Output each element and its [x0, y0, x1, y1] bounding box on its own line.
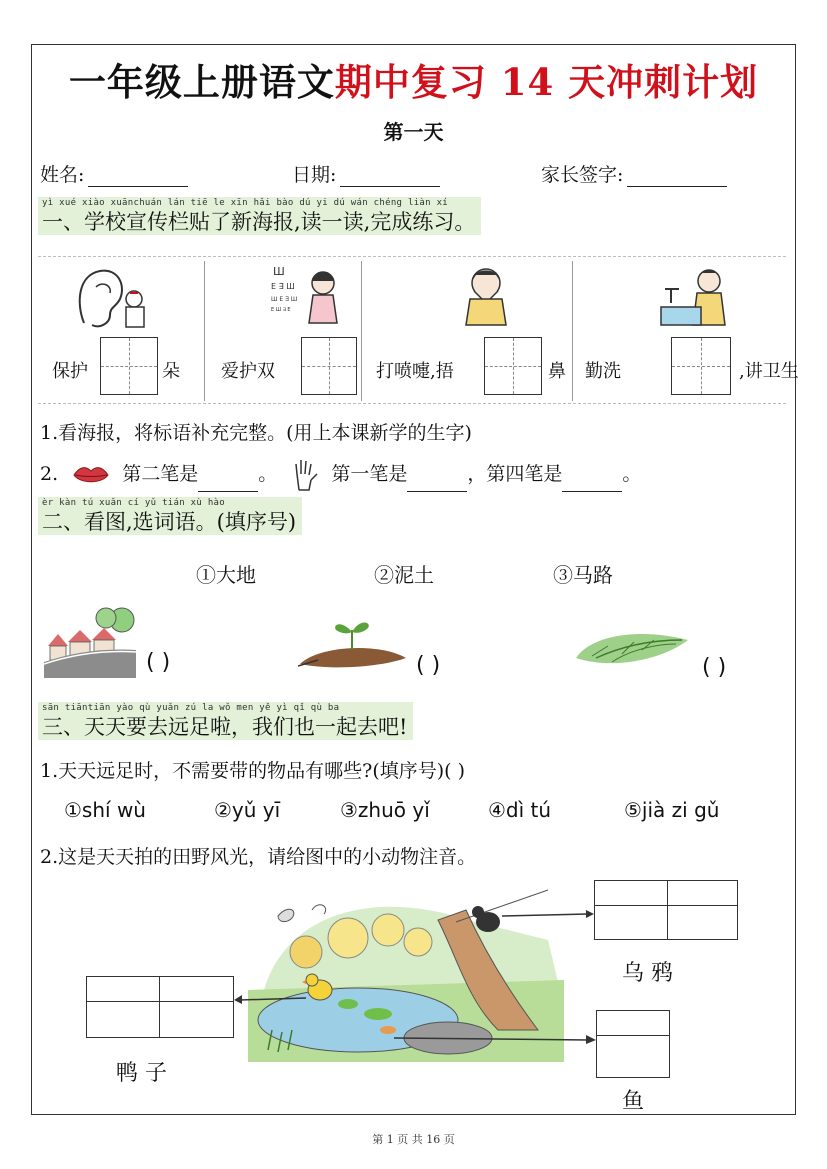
section2-title: 二、看图,选词语。(填序号) [42, 510, 297, 534]
card1-after: 朵 [162, 361, 180, 382]
eye-chart-icon [269, 261, 349, 331]
pinyin-option-3: ③zhuō yǐ [340, 798, 430, 822]
section1-header [38, 197, 481, 235]
ear-check-icon [70, 263, 150, 333]
road-town-picture [44, 606, 136, 678]
fish-pinyin-grid[interactable] [596, 1010, 670, 1078]
card4-after: ,讲卫生 [739, 361, 799, 382]
crow-pinyin-grid[interactable] [594, 880, 738, 940]
soil-sprout-picture [298, 612, 408, 672]
pinyin-option-1: ①shí wù [64, 798, 146, 822]
option-malu: ③马路 [553, 563, 613, 587]
option-dadi: ①大地 [196, 563, 256, 587]
paren-land[interactable]: ( ) [702, 655, 727, 680]
parent-signature-field [541, 160, 727, 187]
svg-text:E ∃ Ш: E ∃ Ш [271, 282, 295, 291]
section3-title: 三、天天要去远足啦，我们也一起去吧! [42, 715, 408, 739]
land-picture [572, 622, 692, 672]
card4-tianzige[interactable] [671, 337, 731, 395]
svg-text:Ш: Ш [273, 265, 285, 278]
crow-arrow [500, 900, 596, 930]
pinyin-option-5: ⑤jià zi gǔ [624, 798, 720, 822]
card3-tianzige[interactable] [484, 337, 542, 395]
name-field [40, 160, 188, 187]
duck-pinyin-grid[interactable] [86, 976, 234, 1038]
paren-road[interactable]: ( ) [146, 650, 171, 675]
option-nitu: ②泥土 [374, 563, 434, 587]
poster-card-sneeze [362, 257, 572, 405]
duck-arrow [232, 988, 308, 1008]
parent-label: 家长签字: [541, 164, 624, 186]
section1-question1: 1.看海报，将标语补充完整。(用上本课新学的生字) [40, 422, 472, 444]
poster-card-ear [38, 257, 204, 405]
q2-blank3[interactable] [562, 474, 622, 492]
date-blank[interactable] [340, 167, 440, 187]
card4-before: 勤洗 [585, 361, 621, 382]
card2-tianzige[interactable] [301, 337, 357, 395]
q2-mid3: ，第四笔是 [467, 463, 563, 485]
fish-arrow [392, 1030, 598, 1046]
section1-title: 一、学校宣传栏贴了新海报,读一读,完成练习。 [42, 210, 476, 234]
date-field [292, 160, 440, 187]
paren-soil[interactable]: ( ) [416, 653, 441, 678]
poster-card-wash [573, 257, 799, 405]
section3-header [38, 702, 413, 740]
poster-card-eyes [205, 257, 361, 405]
section1-question2 [40, 458, 641, 492]
duck-label: 鸭 子 [116, 1061, 167, 1086]
page-title [0, 52, 827, 106]
lips-icon [72, 464, 110, 486]
section1-pinyin: yì xué xiào xuānchuán lán tiē le xīn hǎi bào dú yi dú wán chéng liàn xí [42, 198, 449, 208]
q2-prefix: 2. [40, 463, 59, 485]
crow-label: 乌 鸦 [622, 961, 673, 986]
day-subtitle: 第一天 [383, 120, 444, 144]
name-label: 姓名: [40, 164, 85, 186]
q2-end1: 。 [258, 463, 278, 485]
pinyin-option-4: ④dì tú [488, 798, 552, 822]
hand-wash-icon [631, 263, 741, 333]
card3-before: 打喷嚏,捂 [376, 361, 454, 382]
sneeze-child-icon [456, 263, 516, 327]
pinyin-option-2: ②yǔ yī [214, 798, 281, 822]
q2-end2: 。 [622, 463, 642, 485]
title-black: 一年级上册语文 [68, 60, 335, 104]
q2-blank2[interactable] [407, 474, 467, 492]
card1-before: 保护 [52, 361, 88, 382]
section3-question1: 1.天天远足时，不需要带的物品有哪些?(填序号)( ) [40, 760, 466, 782]
page-footer: 第 1 页 共 16 页 [372, 1133, 455, 1146]
name-blank[interactable] [88, 167, 188, 187]
q2-blank1[interactable] [198, 474, 258, 492]
q2-mid2: 第一笔是 [331, 463, 408, 485]
fish-label: 鱼 [622, 1089, 645, 1114]
svg-text:Ш E ∃ Ш: Ш E ∃ Ш [271, 296, 298, 303]
parent-blank[interactable] [627, 167, 727, 187]
section3-pinyin: sān tiāntiān yào qù yuǎn zú la wǒ men yě yì qǐ qù ba [42, 703, 340, 713]
section3-question2: 2.这是天天拍的田野风光，请给图中的小动物注音。 [40, 846, 477, 868]
poster-cards [38, 256, 799, 404]
q2-mid1: 第二笔是 [122, 463, 199, 485]
section2-header [38, 497, 302, 535]
card1-tianzige[interactable] [100, 337, 158, 395]
section2-pinyin: èr kàn tú xuǎn cí yǔ tián xù hào [42, 498, 225, 508]
card3-after: 鼻 [548, 361, 566, 382]
date-label: 日期: [292, 164, 337, 186]
hand-icon [293, 458, 319, 492]
card2-before: 爱护双 [221, 361, 275, 382]
svg-text:E Ш ∃ E: E Ш ∃ E [271, 307, 291, 313]
title-red: 期中复习 14 天冲刺计划 [334, 60, 759, 104]
